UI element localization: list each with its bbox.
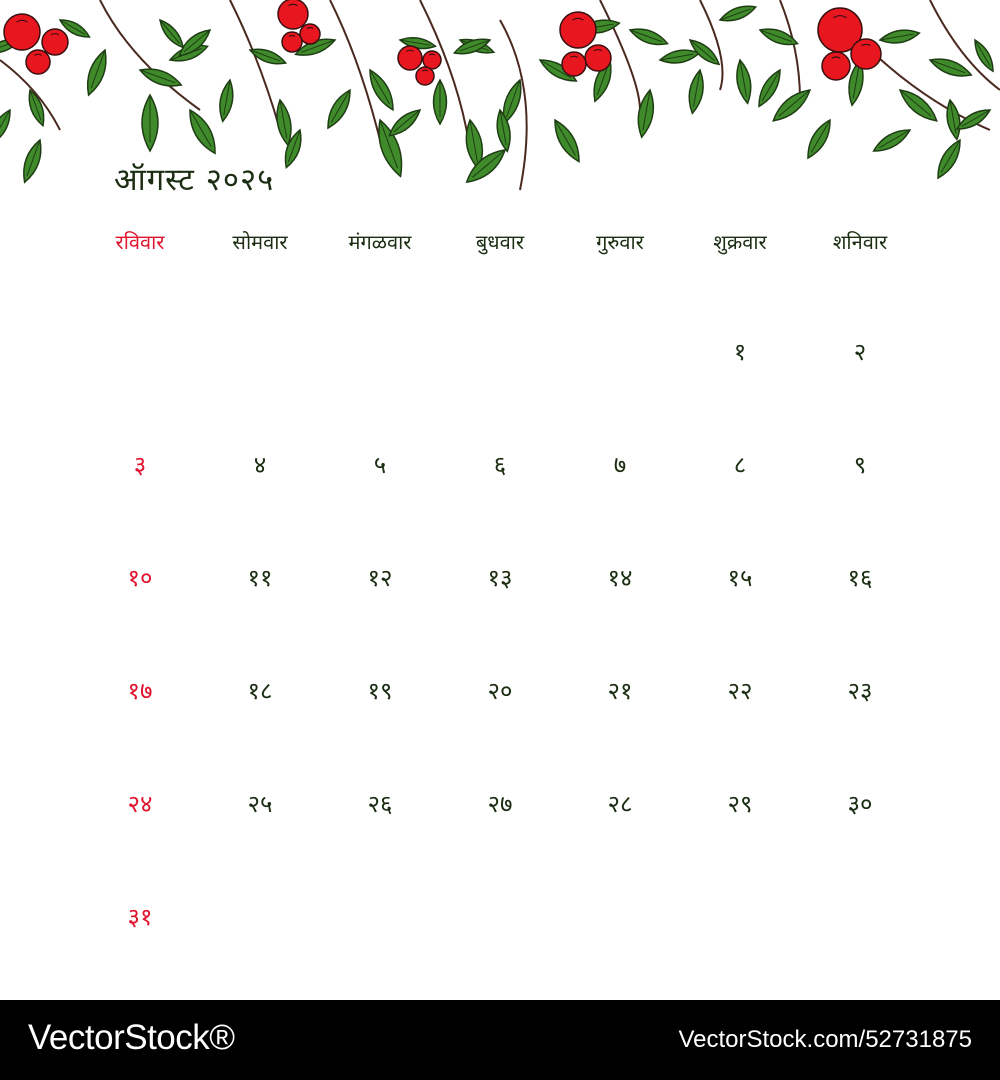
date-cell: ७ (613, 451, 627, 479)
date-cell: १३ (487, 564, 513, 592)
leaf-icon (0, 107, 15, 148)
leaf-icon (434, 80, 447, 124)
date-cell: १८ (247, 677, 273, 705)
leaf-icon (718, 2, 757, 25)
leaf-icon (932, 137, 965, 182)
leaf-icon (628, 24, 670, 49)
date-cell: १० (127, 564, 153, 592)
date-cell: ३ (133, 451, 147, 479)
date-cell: २७ (487, 790, 513, 818)
berry-icon (822, 52, 850, 80)
leaf-icon (364, 67, 398, 113)
date-cell: २५ (247, 790, 273, 818)
leaf-icon (879, 27, 920, 46)
leaf-icon (802, 117, 835, 162)
date-cell: ३१ (127, 903, 153, 931)
weekday-header-row (80, 228, 920, 268)
date-cell: १५ (727, 564, 753, 592)
leaf-icon (549, 117, 585, 166)
date-cell: १९ (367, 677, 393, 705)
date-cell: १२ (367, 564, 393, 592)
date-cell: ६ (493, 451, 507, 479)
date-cell: १७ (127, 677, 153, 705)
stock-id-text: VectorStock.com/52731875 (678, 1026, 972, 1053)
leaf-icon (217, 79, 236, 122)
watermark-footer (0, 1000, 1000, 1080)
date-cell: २९ (727, 790, 753, 818)
stem-icon (780, 0, 800, 100)
weekday-label: सोमवार (232, 230, 288, 254)
leaf-icon (944, 99, 963, 140)
leaf-icon (138, 64, 184, 91)
date-cell: ३० (847, 790, 873, 818)
stem-icon (230, 0, 280, 130)
weekday-label: शुक्रवार (713, 230, 767, 254)
date-cell: १४ (607, 564, 633, 592)
berry-icon (42, 29, 68, 55)
date-cell: ८ (733, 451, 747, 479)
weekday-label: गुरुवार (596, 230, 644, 254)
date-cell: २२ (727, 677, 753, 705)
leaf-icon (248, 45, 287, 68)
brand-logo-text: VectorStock® (28, 1018, 235, 1057)
date-cell: २४ (127, 790, 153, 818)
weekday-label: मंगळवार (348, 230, 412, 254)
date-cell: २३ (847, 677, 873, 705)
leaf-icon (386, 105, 424, 140)
berry-icon (4, 14, 40, 50)
date-cell: २१ (607, 677, 633, 705)
date-cell: १६ (847, 564, 873, 592)
date-cell: २ (853, 338, 867, 366)
leaf-icon (142, 95, 158, 151)
date-cell: ४ (253, 451, 267, 479)
weekday-label: शनिवार (832, 230, 888, 254)
leaf-icon (754, 67, 785, 109)
date-cell: ५ (373, 451, 387, 479)
leaf-icon (686, 69, 706, 115)
leaf-icon (734, 59, 754, 105)
leaf-icon (871, 125, 913, 156)
date-cell: २८ (607, 790, 633, 818)
date-cell: २६ (367, 790, 393, 818)
date-cell: १ (733, 338, 747, 366)
weekday-label: रविवार (115, 230, 165, 254)
date-cell: २० (487, 677, 513, 705)
date-cell: ९ (853, 451, 867, 479)
leaf-icon (19, 138, 47, 185)
month-title: ऑगस्ट २०२५ (114, 162, 275, 198)
leaf-icon (184, 106, 222, 157)
leaf-icon (896, 85, 942, 127)
berry-icon (851, 39, 881, 69)
date-cell: ११ (247, 564, 273, 592)
date-grid (80, 335, 920, 965)
berry-icon (585, 45, 611, 71)
leaf-icon (156, 17, 187, 51)
berry-icon (560, 12, 596, 48)
leaf-icon (82, 48, 112, 98)
weekday-label: बुधवार (475, 230, 525, 254)
leaf-icon (322, 87, 355, 132)
